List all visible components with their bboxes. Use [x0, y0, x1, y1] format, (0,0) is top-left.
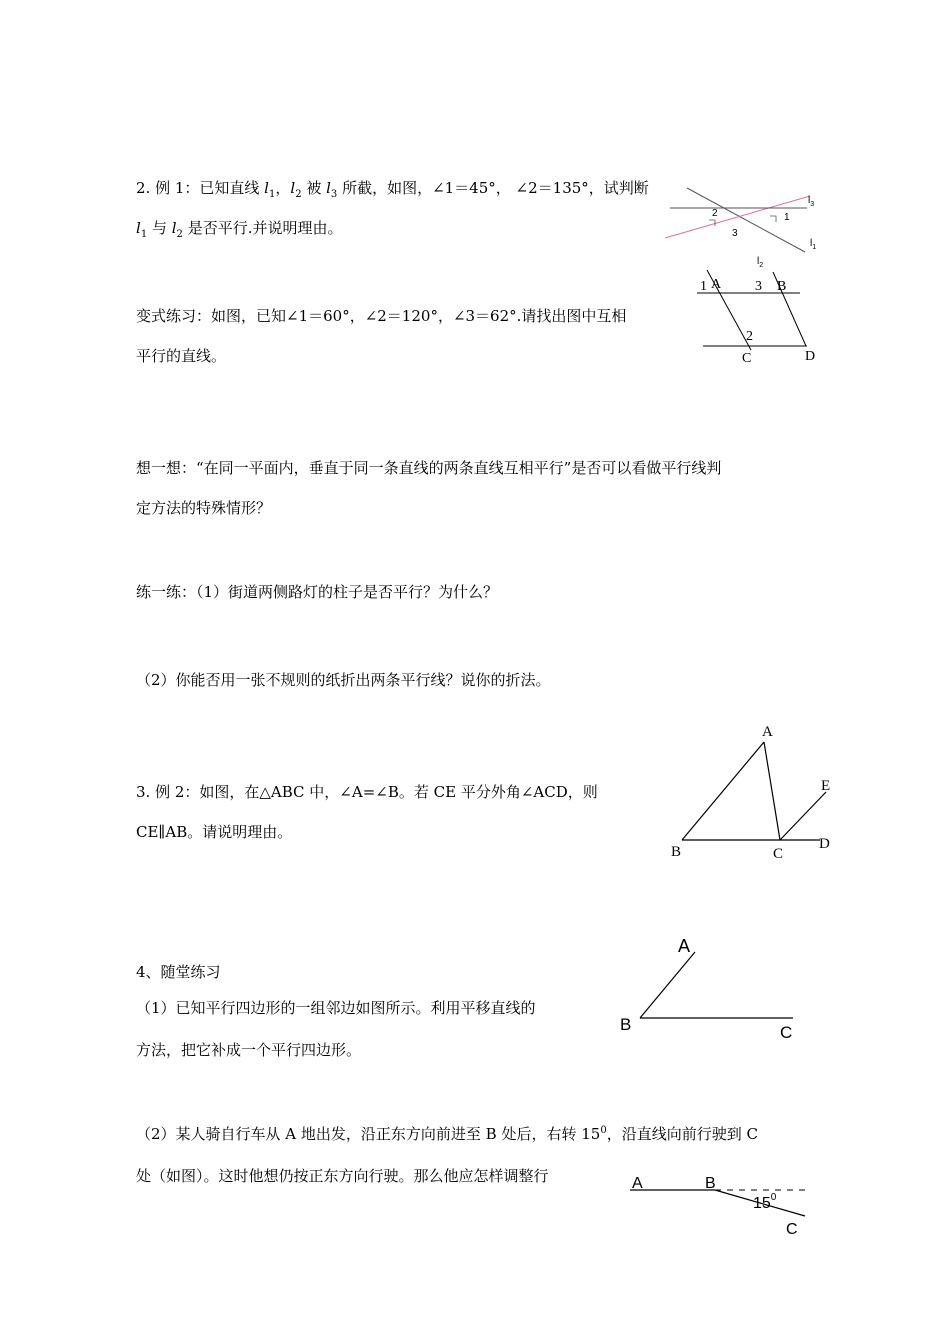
segment-ac [764, 742, 780, 840]
example2-line2: CE∥AB。请说明理由。 [136, 823, 293, 841]
label-b: B [620, 1015, 632, 1034]
label-e: E [821, 778, 831, 794]
angle-label-2: 2 [712, 208, 718, 219]
label-c: C [780, 1023, 793, 1042]
example1-prefix: 2. 例 1：已知直线 [136, 179, 265, 197]
classwork-q2-line1 [136, 1124, 758, 1144]
classwork-q2-line1-a: （2）某人骑自行车从 A 地出发，沿正东方向前进至 B 处后，右转 15 [136, 1125, 601, 1143]
example2-line1: 3. 例 2：如图，在△ABC 中，∠A=∠B。若 CE 平分外角∠ACD，则 [136, 783, 598, 801]
example1-line2-rest: 是否平行.并说明理由。 [182, 219, 343, 237]
label-b: B [671, 844, 682, 860]
line-l1: l [264, 179, 269, 197]
example1-mid2: 所截，如图，∠1＝45°， ∠2＝135°，试判断 [337, 179, 649, 197]
example1-mid1: 被 [301, 179, 327, 197]
fig-label-l2: $l_2$ [757, 256, 764, 269]
label-a: A [632, 1175, 643, 1192]
label-3: 3 [755, 279, 762, 294]
line-l2: l [290, 179, 296, 197]
example1-line2-mid: 与 [147, 219, 172, 237]
label-c: C [773, 846, 784, 862]
segment-ba [682, 742, 764, 840]
label-2: 2 [746, 329, 753, 344]
example1-line1 [136, 178, 649, 198]
label-b: B [705, 1175, 716, 1192]
label-a: A [678, 936, 691, 956]
label-c: C [786, 1221, 798, 1238]
fig-label-l3: $l_3$ [808, 195, 815, 208]
variant-figure [695, 268, 825, 368]
classwork-title: 4、随堂练习 [136, 963, 221, 981]
angle-label-1: 1 [784, 212, 790, 223]
segment-ce [780, 792, 826, 840]
angle-label-3: 3 [732, 228, 738, 239]
example2-figure [668, 720, 838, 865]
variant-line1: 变式练习：如图，已知∠1＝60°，∠2＝120°，∠3＝62°.请找出图中互相 [136, 307, 627, 325]
think-line1: 想一想：“在同一平面内，垂直于同一条直线的两条直线互相平行”是否可以看做平行线判 [136, 459, 722, 477]
fig-label-l1: $l_1$ [810, 238, 817, 251]
line-l2-2-sub: 2 [176, 229, 183, 240]
think-line2: 定方法的特殊情形？ [136, 499, 272, 517]
classwork-q2-line1-b: ，沿直线向前行驶到 C [606, 1125, 758, 1143]
line-l2-2: l [171, 219, 177, 237]
line-l3: l [326, 179, 331, 197]
label-d: D [805, 349, 816, 364]
example1-figure [665, 180, 825, 270]
classwork-q2-line2: 处（如图）。这时他想仍按正东方向行驶。那么他应怎样调整行 [136, 1167, 549, 1185]
label-c: C [742, 351, 752, 366]
line-l3-sub: 3 [330, 189, 338, 200]
label-a: A [711, 277, 722, 292]
practice-q2: （2）你能否用一张不规则的纸折出两条平行线？说你的折法。 [136, 671, 551, 689]
separator: ， [275, 179, 291, 197]
classwork-q1-line2: 方法，把它补成一个平行四边形。 [136, 1041, 362, 1059]
practice-q1: 练一练：（1）街道两侧路灯的柱子是否平行？为什么？ [136, 583, 499, 601]
classwork-q1-line1: （1）已知平行四边形的一组邻边如图所示。利用平移直线的 [136, 999, 536, 1017]
segment-ba [640, 952, 695, 1018]
degree-sup: 0 [600, 1125, 607, 1136]
label-b: B [777, 279, 787, 294]
label-a: A [762, 724, 773, 740]
label-1: 1 [700, 279, 707, 294]
line-l1-2-sub: 1 [140, 229, 148, 240]
line-l1-2: l [136, 219, 141, 237]
line-l1-sub: 1 [268, 189, 276, 200]
angle-label-15: $15^0$ [753, 1192, 777, 1212]
label-d: D [819, 836, 830, 852]
line-l2-sub: 2 [295, 189, 302, 200]
classwork-q2-figure [625, 1168, 815, 1243]
classwork-q1-figure [615, 930, 805, 1040]
angle-mark-1 [770, 216, 776, 222]
example1-line2 [136, 218, 342, 238]
variant-line2: 平行的直线。 [136, 347, 227, 365]
